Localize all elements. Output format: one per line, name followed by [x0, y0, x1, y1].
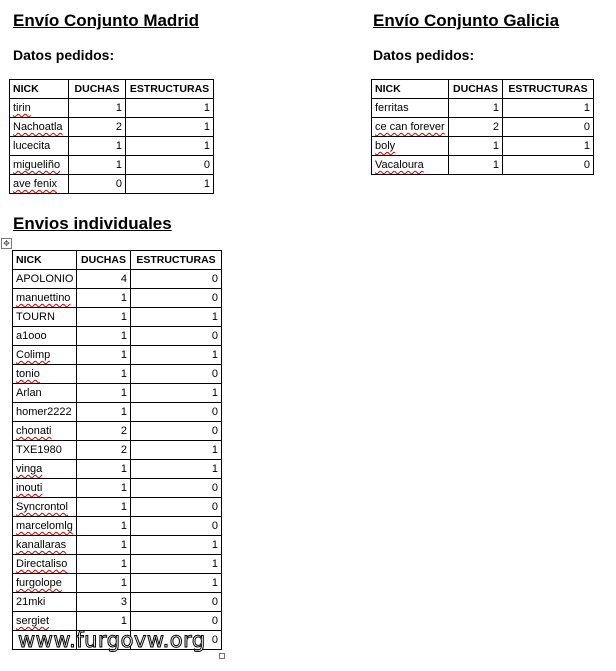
column-header: DUCHAS — [77, 251, 131, 270]
estructuras-cell: 0 — [131, 631, 222, 650]
column-header: DUCHAS — [69, 80, 126, 99]
nick-cell: tirin — [10, 99, 69, 118]
table-row — [10, 175, 214, 194]
duchas-cell: 1 — [77, 327, 131, 346]
table-row — [13, 422, 222, 441]
nick-cell: inouti — [13, 479, 77, 498]
duchas-cell: 1 — [449, 156, 503, 175]
galicia-title: Envío Conjunto Galicia — [373, 11, 560, 30]
nick-cell: ferritas — [372, 99, 449, 118]
table-row — [13, 365, 222, 384]
duchas-cell: 1 — [77, 365, 131, 384]
table-row — [372, 137, 594, 156]
nick-cell: Syncrontol — [13, 498, 77, 517]
nick-cell: furgolope — [13, 574, 77, 593]
table-row — [13, 555, 222, 574]
estructuras-cell: 0 — [131, 422, 222, 441]
nick-cell: Directaliso — [13, 555, 77, 574]
nick-cell: a1ooo — [13, 327, 77, 346]
column-header: NICK — [372, 80, 449, 99]
duchas-cell: 1 — [77, 517, 131, 536]
table-row — [372, 156, 594, 175]
duchas-cell: 2 — [69, 118, 126, 137]
column-header: NICK — [10, 80, 69, 99]
nick-cell: Colimp — [13, 346, 77, 365]
estructuras-cell: 0 — [131, 479, 222, 498]
nick-cell: lucecita — [10, 137, 69, 156]
table-row — [13, 346, 222, 365]
table-row — [13, 498, 222, 517]
column-header: DUCHAS — [449, 80, 503, 99]
estructuras-cell: 1 — [131, 346, 222, 365]
table-row — [10, 118, 214, 137]
nick-cell: Nachoatla — [10, 118, 69, 137]
duchas-cell: 4 — [77, 270, 131, 289]
duchas-cell: 1 — [77, 308, 131, 327]
duchas-cell: 0 — [69, 175, 126, 194]
estructuras-cell: 0 — [131, 365, 222, 384]
estructuras-cell: 1 — [126, 137, 214, 156]
table-row — [13, 574, 222, 593]
galicia-subtitle: Datos pedidos: — [373, 47, 475, 63]
nick-cell: chonati — [13, 422, 77, 441]
duchas-cell: 1 — [77, 403, 131, 422]
table-row — [372, 99, 594, 118]
nick-cell: Vacaloura — [372, 156, 449, 175]
estructuras-cell: 1 — [126, 99, 214, 118]
table-row — [10, 137, 214, 156]
duchas-cell: 1 — [77, 346, 131, 365]
nick-cell: boly — [372, 137, 449, 156]
header-row — [10, 80, 214, 99]
table-row — [13, 327, 222, 346]
estructuras-cell: 1 — [131, 574, 222, 593]
estructuras-cell: 1 — [126, 118, 214, 137]
nick-cell: ce can forever — [372, 118, 449, 137]
duchas-cell: 1 — [77, 384, 131, 403]
estructuras-cell: 1 — [131, 536, 222, 555]
estructuras-cell: 0 — [503, 118, 594, 137]
nick-cell: Arlan — [13, 384, 77, 403]
duchas-cell: 2 — [77, 422, 131, 441]
estructuras-cell: 1 — [126, 175, 214, 194]
nick-cell: marcelomlg — [13, 517, 77, 536]
estructuras-cell: 0 — [131, 327, 222, 346]
duchas-cell: 1 — [77, 536, 131, 555]
estructuras-cell: 1 — [131, 441, 222, 460]
header-row — [372, 80, 594, 99]
duchas-cell: 1 — [449, 99, 503, 118]
duchas-cell: 1 — [69, 99, 126, 118]
duchas-cell: 1 — [77, 574, 131, 593]
table-row — [372, 118, 594, 137]
nick-cell: sergiet — [13, 612, 77, 631]
estructuras-cell: 0 — [131, 403, 222, 422]
table-row — [13, 479, 222, 498]
estructuras-cell: 1 — [131, 555, 222, 574]
estructuras-cell: 0 — [503, 156, 594, 175]
duchas-cell: 2 — [77, 441, 131, 460]
watermark: www.furgovw.org — [18, 628, 206, 652]
madrid-table — [9, 79, 214, 194]
duchas-cell: 3 — [77, 593, 131, 612]
estructuras-cell: 0 — [131, 517, 222, 536]
nick-cell: ave fenix — [10, 175, 69, 194]
duchas-cell: 1 — [69, 156, 126, 175]
nick-cell: TXE1980 — [13, 441, 77, 460]
duchas-cell: 1 — [77, 498, 131, 517]
estructuras-cell: 1 — [503, 99, 594, 118]
estructuras-cell: 0 — [131, 593, 222, 612]
galicia-table — [371, 79, 594, 175]
estructuras-cell: 0 — [131, 270, 222, 289]
table-row — [13, 441, 222, 460]
table-row — [13, 270, 222, 289]
table-row — [13, 403, 222, 422]
column-header: ESTRUCTURAS — [126, 80, 214, 99]
estructuras-cell: 1 — [131, 460, 222, 479]
table-row — [13, 384, 222, 403]
duchas-cell: 1 — [449, 137, 503, 156]
estructuras-cell: 0 — [131, 289, 222, 308]
nick-cell: APOLONIO — [13, 270, 77, 289]
table-resize-handle[interactable] — [219, 653, 225, 659]
table-row — [13, 536, 222, 555]
nick-cell: manuettino — [13, 289, 77, 308]
madrid-title: Envío Conjunto Madrid — [13, 11, 200, 30]
table-row — [13, 308, 222, 327]
nick-cell: vinga — [13, 460, 77, 479]
madrid-subtitle: Datos pedidos: — [13, 47, 115, 63]
estructuras-cell: 0 — [131, 498, 222, 517]
estructuras-cell: 0 — [126, 156, 214, 175]
individual-table — [12, 250, 222, 650]
nick-cell: 21mki — [13, 593, 77, 612]
duchas-cell: 1 — [69, 137, 126, 156]
table-row — [13, 593, 222, 612]
individual-title: Envios individuales — [13, 214, 172, 233]
duchas-cell: 2 — [449, 118, 503, 137]
duchas-cell: 1 — [77, 555, 131, 574]
table-row — [10, 156, 214, 175]
nick-cell: migueliño — [10, 156, 69, 175]
nick-cell: tonio — [13, 365, 77, 384]
nick-cell: kanallaras — [13, 536, 77, 555]
table-move-handle-icon[interactable]: ✥ — [1, 238, 12, 249]
nick-cell: TOURN — [13, 308, 77, 327]
header-row — [13, 251, 222, 270]
table-row — [10, 99, 214, 118]
duchas-cell: 1 — [77, 289, 131, 308]
duchas-cell: 1 — [77, 460, 131, 479]
column-header: ESTRUCTURAS — [131, 251, 222, 270]
duchas-cell: 1 — [77, 479, 131, 498]
estructuras-cell: 1 — [503, 137, 594, 156]
table-row — [13, 517, 222, 536]
estructuras-cell: 1 — [131, 308, 222, 327]
column-header: ESTRUCTURAS — [503, 80, 594, 99]
duchas-cell: 1 — [77, 612, 131, 631]
estructuras-cell: 0 — [131, 612, 222, 631]
nick-cell: homer2222 — [13, 403, 77, 422]
column-header: NICK — [13, 251, 77, 270]
estructuras-cell: 1 — [131, 384, 222, 403]
table-row — [13, 289, 222, 308]
table-row — [13, 460, 222, 479]
